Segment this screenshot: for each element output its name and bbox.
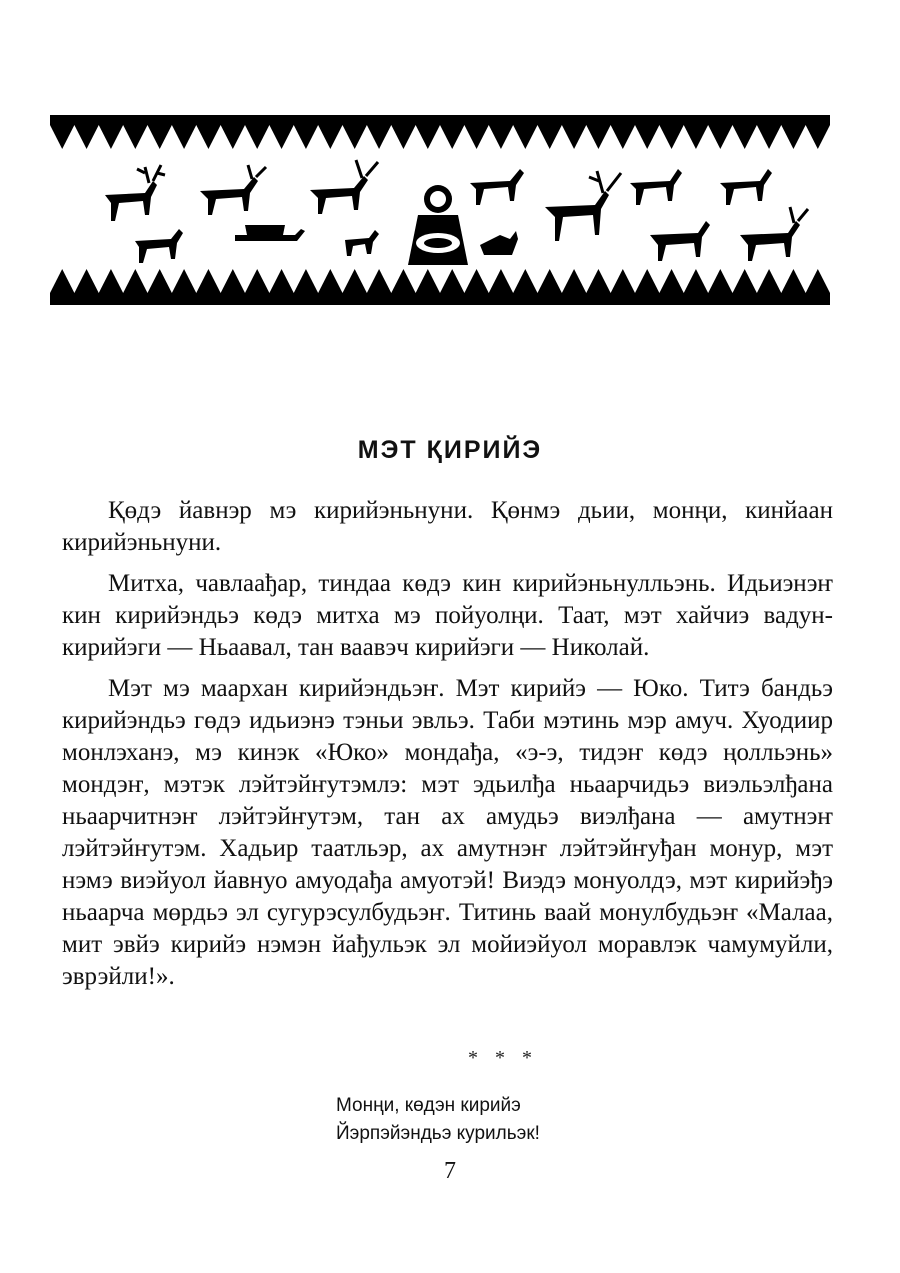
paragraph-2: Митха, чавлаађар, тиндаа көдэ кин кирийэньнулльэнь. Идьиэнэҥ кин кирийэндьэ көдэ митха мэ пойуолңи. Таат, мэт хайчиэ вадун-кирийэги — Ньаавал, тан ваавэч кирийэги — Николай.	[62, 570, 833, 661]
verse-line-1: Монңи, көдэн кирийэ	[336, 1095, 521, 1116]
story-text	[62, 495, 833, 1002]
paragraph-3: Мэт мэ маархан кирийэндьэҥ. Мэт кирийэ — Юко. Титэ бандьэ кирийэндьэ гөдэ идьиэнэ тэньи эвльэ. Таби мэтинь мэр амуч. Хуодиир монлэханэ, мэ кинэк «Юко» мондађа, «э-э, тидэҥ көдэ ңолльэнь» мондэҥ, мэтэк лэйтэйҥутэмлэ: мэт эдьилђа ньаарчидьэ виэльэлђана ньаарчитнэҥ лэйтэйҥутэм, тан ах амудьэ виэлђана — амутнэҥ лэйтэйҥутэм. Хадьир таатльэр, ах амутнэҥ лэйтэйҥуђан монур, мэт нэмэ виэйуол йавнуо амуодађа амуотэй! Виэдэ монуолдэ, мэт кирийэђэ ньаарча мөрдьэ эл сугурэсулбудьэҥ. Титинь ваай монулбудьэҥ «Малаа, мит эвйэ кирийэ нэмэн йађульэк эл мойиэйуол моравлэк чамумуйли, эврэйли!».	[62, 675, 833, 990]
page-title: МЭТ ҚИРИЙЭ	[357, 436, 543, 464]
verse-line-2: Йэрпэйэндьэ курильэк!	[336, 1123, 540, 1144]
reindeer-ornament-icon	[50, 115, 830, 305]
paragraph-1: Қөдэ йавнэр мэ кирийэньнуни. Қөнмэ дьии, монңи, кинйаан кирийэньнуни.	[62, 497, 833, 556]
section-divider: * * *	[468, 1047, 538, 1069]
page-number: 7	[444, 1158, 456, 1184]
verse	[336, 1092, 540, 1148]
